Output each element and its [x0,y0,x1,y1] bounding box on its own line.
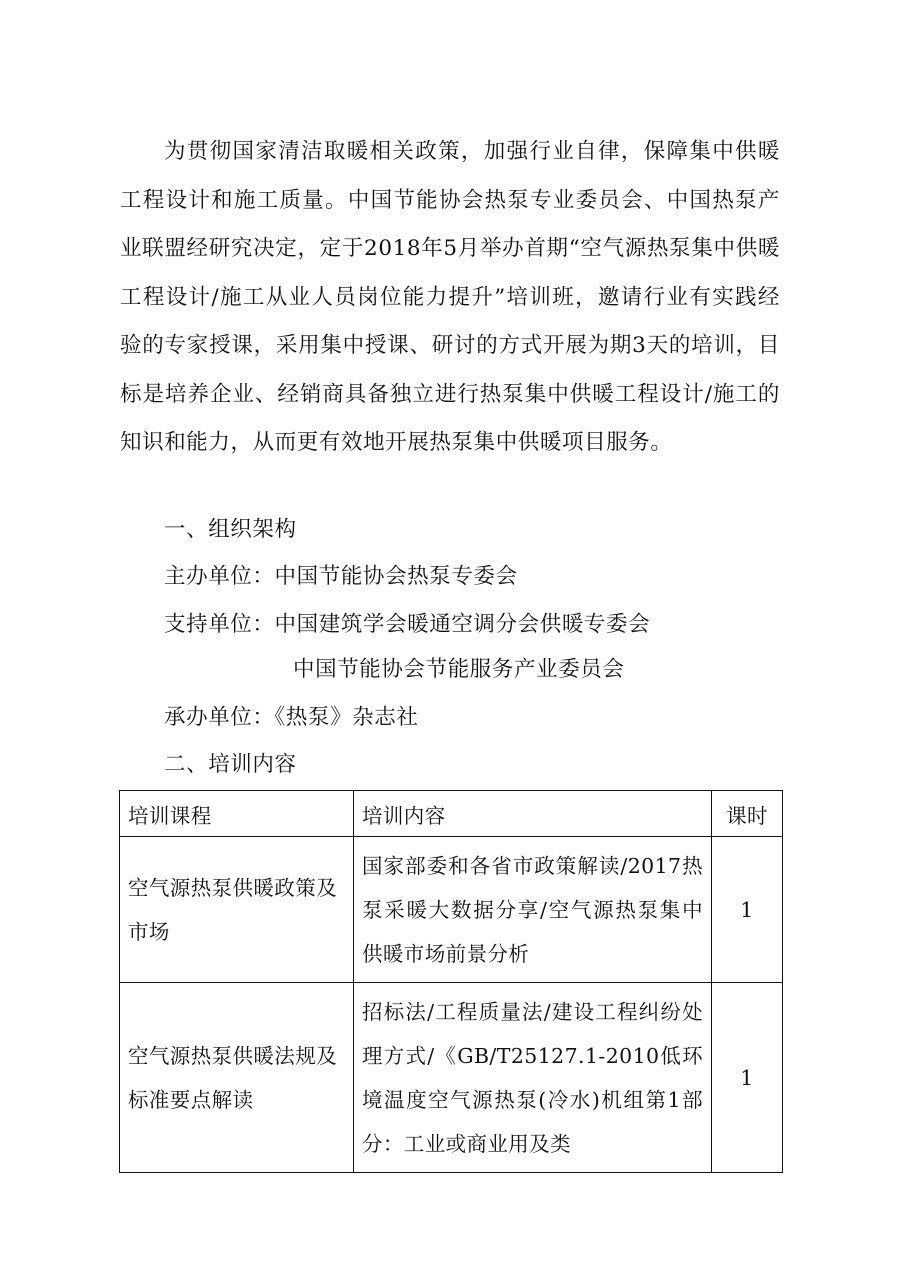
support-value-1: 中国建筑学会暖通空调分会供暖专委会 [274,612,651,637]
organizer-value: 《热泵》杂志社 [274,705,419,730]
row-hours: 1 [712,983,783,1173]
host-line [164,562,518,592]
row-content: 招标法/工程质量法/建设工程纠纷处理方式/《GB/T25127.1-2010低环境温度空气源热泵(冷水)机组第1部分：工业或商业用及类 [354,983,712,1173]
host-label: 主办单位： [164,564,275,589]
support-line [164,610,650,640]
header-course: 培训课程 [120,791,354,837]
row-course: 空气源热泵供暖法规及标准要点解读 [120,983,354,1173]
section-heading-organization: 一、组织架构 [164,517,297,542]
host-value: 中国节能协会热泵专委会 [274,564,518,589]
support-line-2: 中国节能协会节能服务产业委员会 [293,657,625,682]
organizer-line [164,703,418,733]
row-course: 空气源热泵供暖政策及市场 [120,837,354,983]
header-content: 培训内容 [354,791,712,837]
training-table [119,790,783,1173]
support-label: 支持单位： [164,612,275,637]
row-hours: 1 [712,837,783,983]
intro-paragraph: 为贯彻国家清洁取暖相关政策，加强行业自律，保障集中供暖工程设计和施工质量。中国节能协会热泵专业委员会、中国热泵产业联盟经研究决定，定于2018年5月举办首期“空气源热泵集中供暖工程设计/施工从业人员岗位能力提升”培训班，邀请行业有实践经验的专家授课，采用集中授课、研讨的方式开展为期3天的培训，目标是培养企业、经销商具备独立进行热泵集中供暖工程设计/施工的知识和能力，从而更有效地开展热泵集中供暖项目服务。 [120,139,780,455]
section-heading-training: 二、培训内容 [164,752,297,777]
table-header-row [120,791,783,837]
row-content: 国家部委和各省市政策解读/2017热泵采暖大数据分享/空气源热泵集中供暖市场前景分析 [354,837,712,983]
table-row [120,837,783,983]
header-hours: 课时 [712,791,783,837]
organizer-label: 承办单位： [164,705,275,730]
table-row [120,983,783,1173]
